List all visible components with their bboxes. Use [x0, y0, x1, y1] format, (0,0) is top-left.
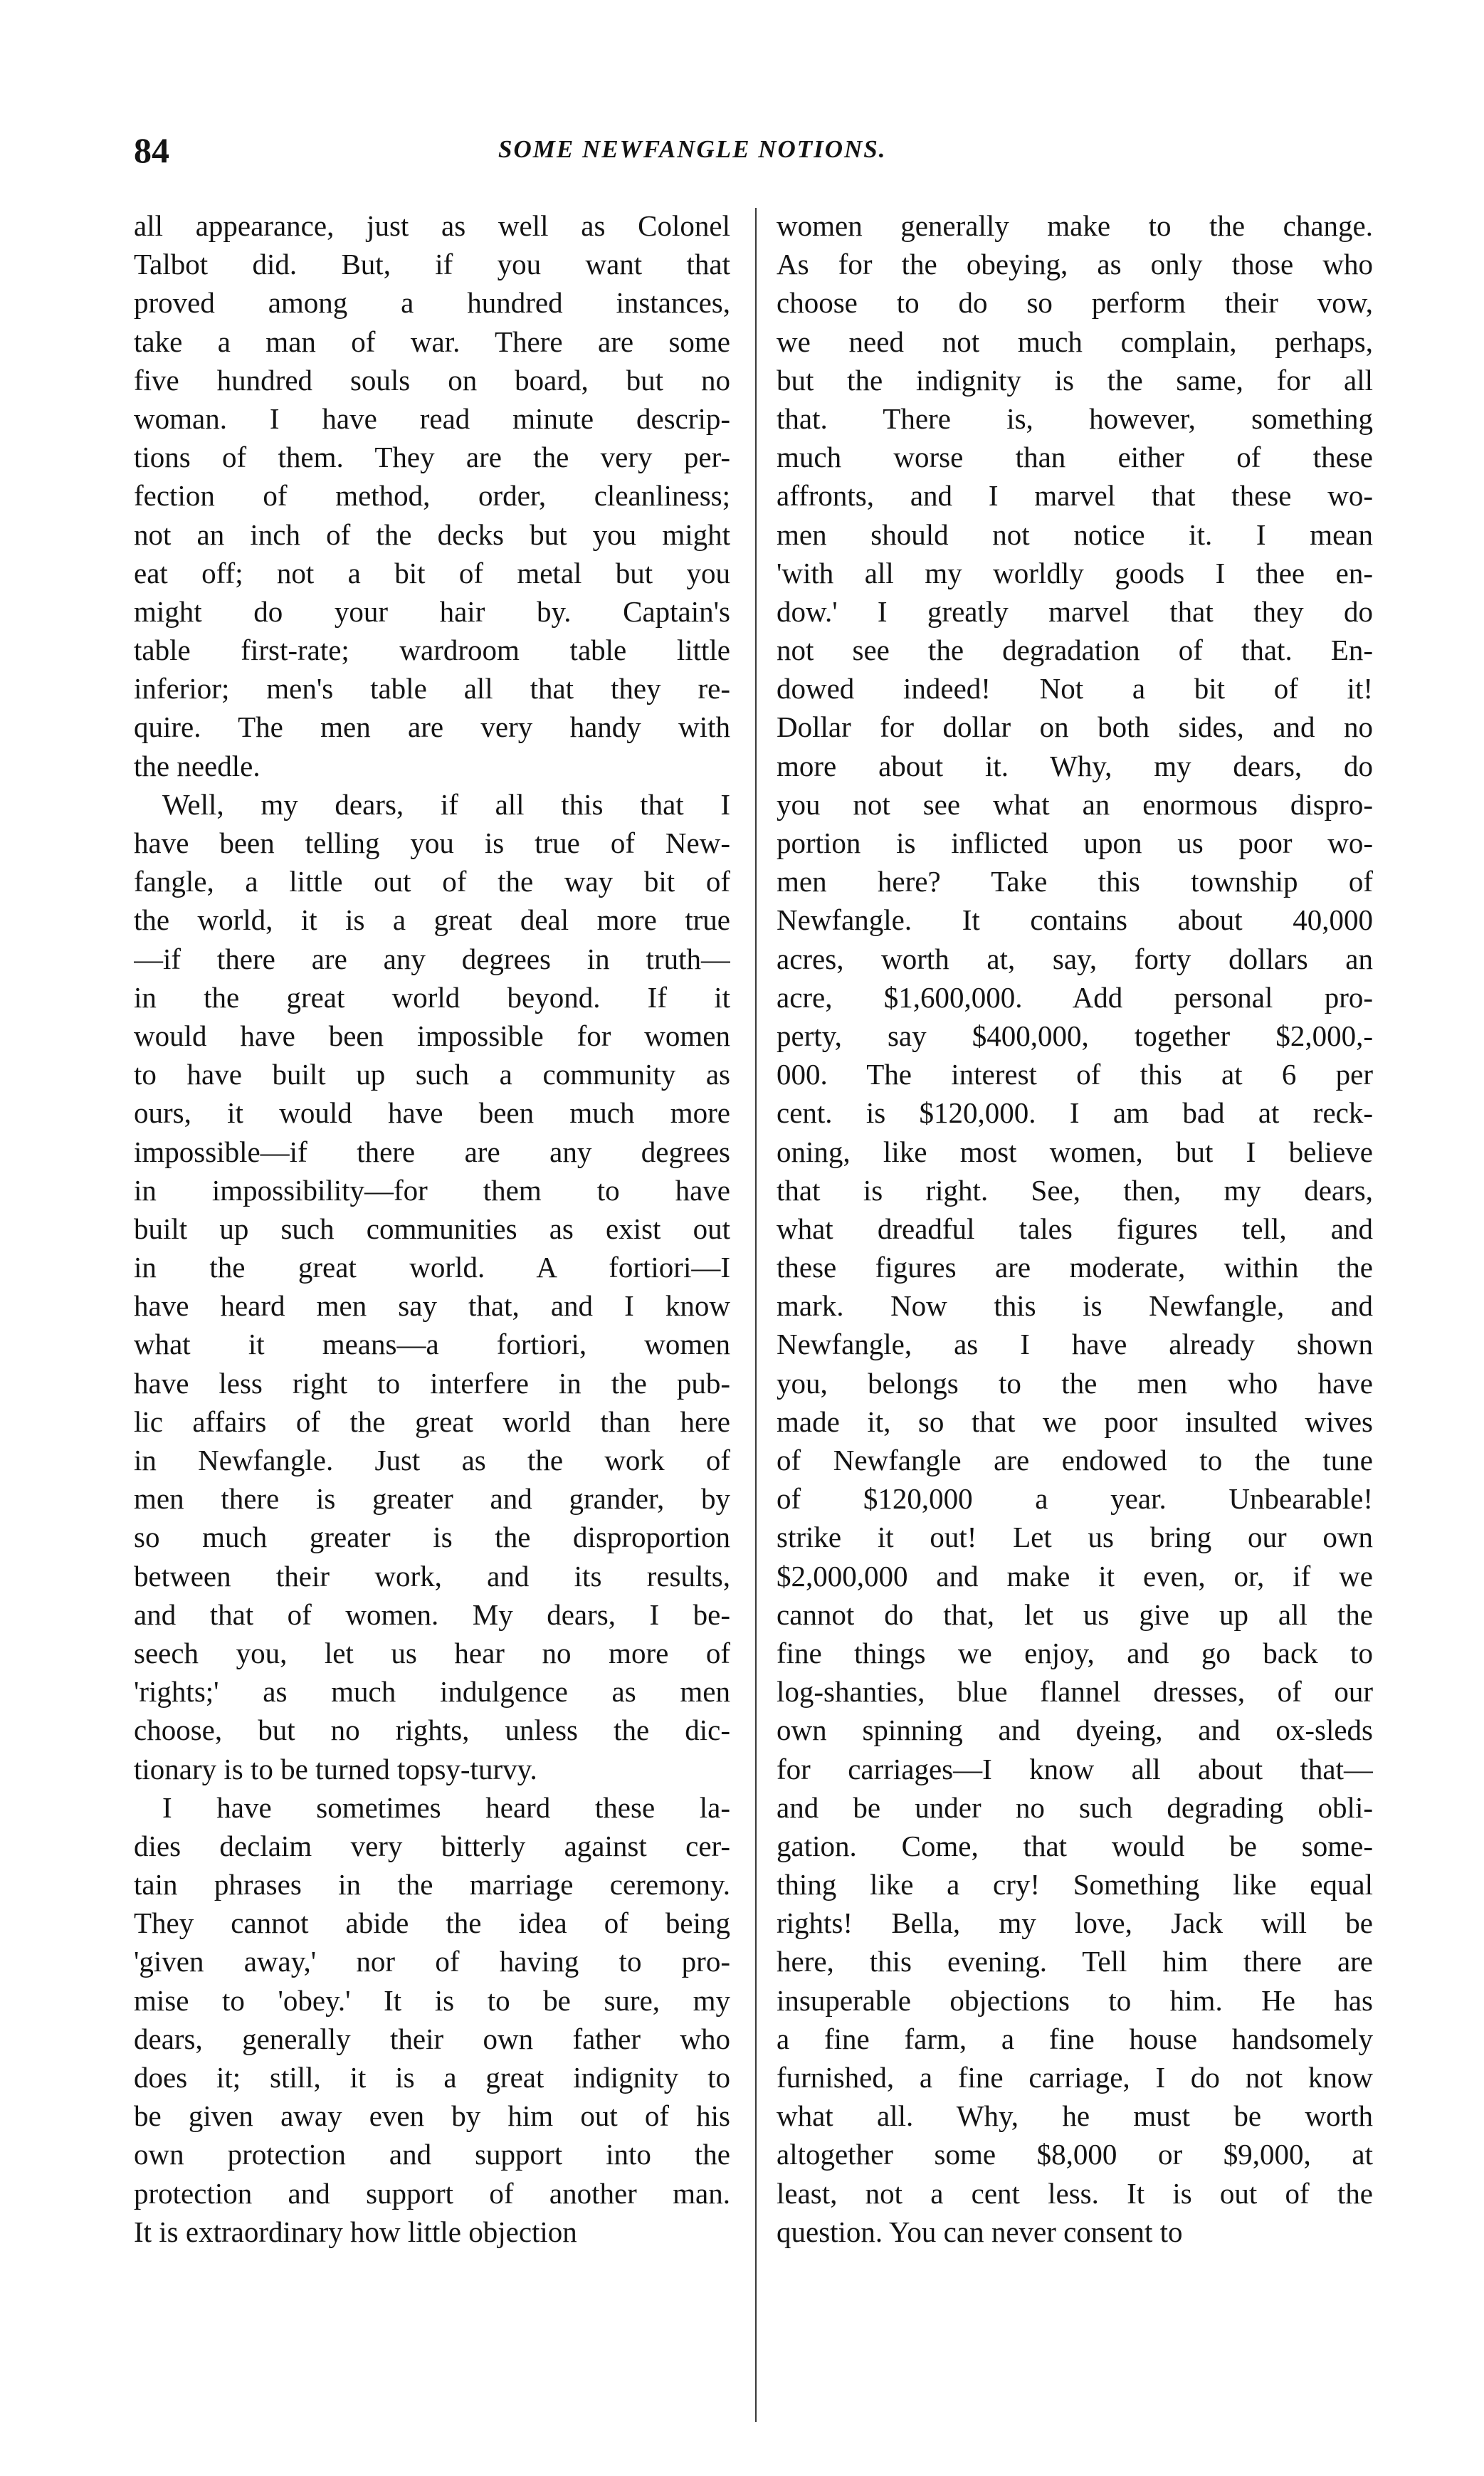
text-line: men here? Take this township of — [777, 865, 1373, 898]
text-line: in Newfangle. Just as the work of — [134, 1444, 730, 1476]
text-line: It is extraordinary how little objection — [134, 2215, 577, 2248]
text-line: 'given away,' nor of having to pro- — [134, 1945, 730, 1978]
text-line: I have sometimes heard these la- — [162, 1790, 730, 1824]
text-line: impossible—if there are any degrees — [134, 1135, 730, 1168]
text-line: acres, worth at, say, forty dollars an — [777, 942, 1373, 975]
text-line: tionary is to be turned topsy-turvy. — [134, 1752, 537, 1785]
text-line: proved among a hundred instances, — [134, 286, 730, 320]
text-line: furnished, a fine carriage, I do not know — [777, 2061, 1373, 2094]
text-line: choose to do so perform their vow, — [777, 286, 1373, 320]
text-line: built up such communities as exist out — [134, 1212, 730, 1245]
text-line: much worse than either of these — [777, 441, 1373, 474]
text-line: dowed indeed! Not a bit of it! — [777, 672, 1373, 705]
text-line: woman. I have read minute descrip- — [134, 402, 730, 435]
text-line: insuperable objections to him. He has — [777, 1983, 1373, 2017]
text-line: fangle, a little out of the way bit of — [134, 865, 730, 898]
text-line: all appearance, just as well as Colonel — [134, 209, 730, 242]
text-line: between their work, and its results, — [134, 1559, 730, 1593]
text-line: quire. The men are very handy with — [134, 710, 730, 744]
text-line: men should not notice it. I mean — [777, 518, 1373, 551]
right-text-column — [777, 206, 1373, 2251]
text-line: —if there are any degrees in truth— — [134, 942, 730, 975]
text-line: what it means—a fortiori, women — [134, 1328, 730, 1361]
text-line: Newfangle. It contains about 40,000 — [777, 903, 1373, 937]
text-line: does it; still, it is a great indignity to — [134, 2061, 730, 2094]
text-line: in the great world beyond. If it — [134, 980, 730, 1014]
text-line: 000. The interest of this at 6 per — [777, 1058, 1373, 1091]
text-line: eat off; not a bit of metal but you — [134, 556, 730, 589]
text-line: question. You can never consent to — [777, 2215, 1183, 2248]
text-line: They cannot abide the idea of being — [134, 1906, 730, 1940]
text-line: acre, $1,600,000. Add personal pro- — [777, 980, 1373, 1014]
text-line: mark. Now this is Newfangle, and — [777, 1289, 1373, 1323]
text-line: here, this evening. Tell him there are — [777, 1945, 1373, 1978]
text-line: you not see what an enormous dispro- — [777, 787, 1373, 821]
text-line: dow.' I greatly marvel that they do — [777, 594, 1373, 628]
text-line: $2,000,000 and make it even, or, if we — [777, 1559, 1373, 1593]
text-line: of $120,000 a year. Unbearable! — [777, 1482, 1373, 1516]
text-line: own protection and support into the — [134, 2138, 730, 2171]
text-line: but the indignity is the same, for all — [777, 363, 1373, 397]
text-line: the needle. — [134, 749, 261, 782]
text-line: dies declaim very bitterly against cer- — [134, 1829, 730, 1862]
text-line: gation. Come, that would be some- — [777, 1829, 1373, 1862]
text-line: what dreadful tales figures tell, and — [777, 1212, 1373, 1245]
text-line: portion is inflicted upon us poor wo- — [777, 827, 1373, 859]
text-line: fection of method, order, cleanliness; — [134, 479, 730, 513]
text-line: tain phrases in the marriage ceremony. — [134, 1868, 730, 1901]
text-line: we need not much complain, perhaps, — [777, 325, 1373, 358]
text-line: ours, it would have been much more — [134, 1096, 730, 1130]
text-line: five hundred souls on board, but no — [134, 363, 730, 397]
text-line: thing like a cry! Something like equal — [777, 1868, 1373, 1901]
text-line: these figures are moderate, within the — [777, 1251, 1373, 1284]
text-line: 'rights;' as much indulgence as men — [134, 1675, 730, 1709]
left-text-column — [134, 206, 730, 2251]
text-line: to have built up such a community as — [134, 1058, 730, 1091]
text-line: and be under no such degrading obli- — [777, 1790, 1373, 1824]
text-line: cent. is $120,000. I am bad at reck- — [777, 1096, 1373, 1130]
text-line: Talbot did. But, if you want that — [134, 248, 730, 281]
text-line: made it, so that we poor insulted wives — [777, 1405, 1373, 1438]
text-line: men there is greater and grander, by — [134, 1482, 730, 1516]
text-line: altogether some $8,000 or $9,000, at — [777, 2138, 1373, 2171]
text-line: dears, generally their own father who — [134, 2022, 730, 2055]
text-line: mise to 'obey.' It is to be sure, my — [134, 1983, 730, 2017]
text-line: more about it. Why, my dears, do — [777, 749, 1373, 782]
text-line: be given away even by him out of his — [134, 2099, 730, 2133]
text-line: that. There is, however, something — [777, 402, 1373, 435]
text-line: tions of them. They are the very per- — [134, 441, 730, 474]
text-line: log-shanties, blue flannel dresses, of our — [777, 1675, 1373, 1709]
text-line: have less right to interfere in the pub- — [134, 1366, 730, 1400]
text-line: you, belongs to the men who have — [777, 1366, 1373, 1400]
text-line: least, not a cent less. It is out of the — [777, 2176, 1373, 2210]
text-line: in impossibility—for them to have — [134, 1173, 730, 1207]
column-divider — [755, 208, 757, 2422]
text-line: for carriages—I know all about that— — [777, 1752, 1373, 1785]
text-line: what all. Why, he must be worth — [777, 2099, 1373, 2133]
page-number: 84 — [134, 130, 169, 170]
text-line: Well, my dears, if all this that I — [162, 787, 730, 821]
text-line: have been telling you is true of New- — [134, 827, 730, 859]
text-line: perty, say $400,000, together $2,000,- — [777, 1019, 1373, 1052]
text-line: women generally make to the change. — [777, 209, 1373, 242]
text-line: fine things we enjoy, and go back to — [777, 1636, 1373, 1669]
text-line: oning, like most women, but I believe — [777, 1135, 1373, 1168]
text-line: a fine farm, a fine house handsomely — [777, 2022, 1373, 2055]
text-line: choose, but no rights, unless the dic- — [134, 1714, 730, 1747]
text-line: affronts, and I marvel that these wo- — [777, 479, 1373, 513]
text-line: in the great world. A fortiori—I — [134, 1251, 730, 1284]
text-line: As for the obeying, as only those who — [777, 248, 1373, 281]
text-line: not an inch of the decks but you might — [134, 518, 730, 551]
text-line: seech you, let us hear no more of — [134, 1636, 730, 1669]
text-line: cannot do that, let us give up all the — [777, 1598, 1373, 1631]
text-line: and that of women. My dears, I be- — [134, 1598, 730, 1631]
text-line: would have been impossible for women — [134, 1019, 730, 1052]
text-line: might do your hair by. Captain's — [134, 594, 730, 628]
text-line: the world, it is a great deal more true — [134, 903, 730, 937]
text-line: so much greater is the disproportion — [134, 1521, 730, 1554]
text-line: 'with all my worldly goods I thee en- — [777, 556, 1373, 589]
text-line: of Newfangle are endowed to the tune — [777, 1444, 1373, 1476]
text-line: lic affairs of the great world than here — [134, 1405, 730, 1438]
text-line: have heard men say that, and I know — [134, 1289, 730, 1323]
text-line: take a man of war. There are some — [134, 325, 730, 358]
text-line: that is right. See, then, my dears, — [777, 1173, 1373, 1207]
text-line: not see the degradation of that. En- — [777, 634, 1373, 667]
running-title: SOME NEWFANGLE NOTIONS. — [498, 135, 887, 163]
text-line: table first-rate; wardroom table little — [134, 634, 730, 667]
text-line: inferior; men's table all that they re- — [134, 672, 730, 705]
text-line: Dollar for dollar on both sides, and no — [777, 710, 1373, 744]
text-line: Newfangle, as I have already shown — [777, 1328, 1373, 1361]
text-line: rights! Bella, my love, Jack will be — [777, 1906, 1373, 1940]
text-line: protection and support of another man. — [134, 2176, 730, 2210]
text-line: strike it out! Let us bring our own — [777, 1521, 1373, 1554]
text-line: own spinning and dyeing, and ox-sleds — [777, 1714, 1373, 1747]
